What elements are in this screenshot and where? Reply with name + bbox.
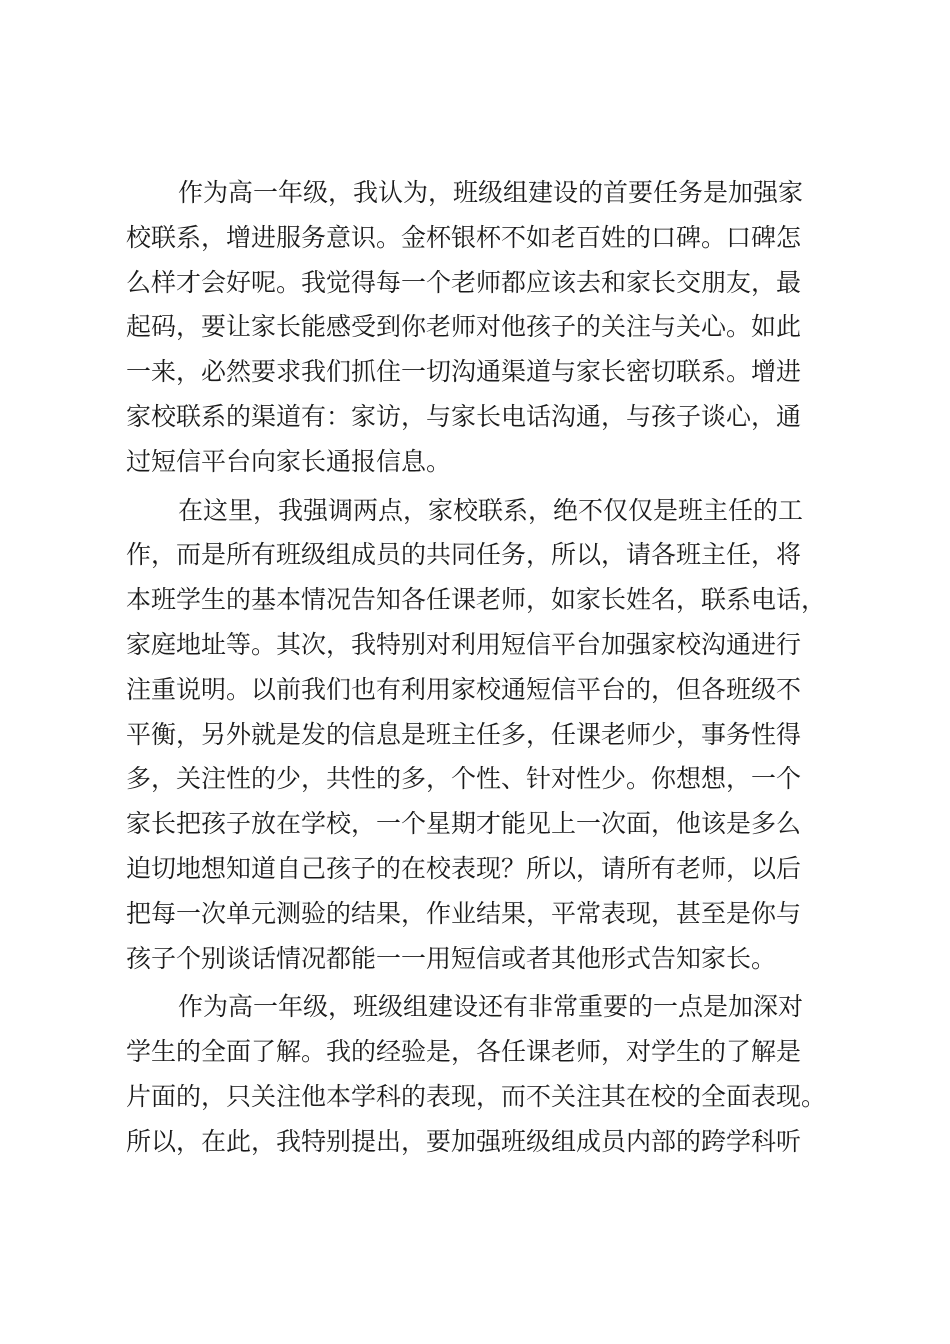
paragraph-line: 把每一次单元测验的结果，作业结果，平常表现，甚至是你与 [126, 898, 802, 928]
paragraph-line: 校联系，增进服务意识。金杯银杯不如老百姓的口碑。口碑怎 [126, 222, 802, 252]
paragraph-line: 家长把孩子放在学校，一个星期才能见上一次面，他该是多么 [126, 809, 802, 839]
paragraph-line: 孩子个别谈话情况都能一一用短信或者其他形式告知家长。 [126, 943, 777, 973]
paragraph-line: 家校联系的渠道有：家访，与家长电话沟通，与孩子谈心，通 [126, 401, 802, 431]
paragraph-2 [126, 489, 838, 982]
paragraph-line: 起码，要让家长能感受到你老师对他孩子的关注与关心。如此 [126, 312, 802, 342]
paragraph-line: 平衡，另外就是发的信息是班主任多，任课老师少，事务性得 [126, 719, 802, 749]
paragraph-line: 片面的，只关注他本学科的表现，而不关注其在校的全面表现。 [126, 1081, 827, 1111]
paragraph-line: 学生的全面了解。我的经验是，各任课老师，对学生的了解是 [126, 1037, 802, 1067]
paragraph-line: 一来，必然要求我们抓住一切沟通渠道与家长密切联系。增进 [126, 357, 802, 387]
paragraph-line: 本班学生的基本情况告知各任课老师，如家长姓名，联系电话， [126, 585, 827, 615]
paragraph-3 [126, 985, 838, 1164]
paragraph-line: 多，关注性的少，共性的多，个性、针对性少。你想想，一个 [126, 764, 802, 794]
paragraph-line: 作为高一年级，我认为，班级组建设的首要任务是加强家 [178, 178, 804, 207]
paragraph-line: 么样才会好呢。我觉得每一个老师都应该去和家长交朋友，最 [126, 267, 802, 297]
paragraph-line: 作为高一年级，班级组建设还有非常重要的一点是加深对 [178, 992, 804, 1022]
paragraph-line: 所以，在此，我特别提出，要加强班级组成员内部的跨学科听 [126, 1126, 802, 1156]
document-body [126, 171, 838, 1165]
paragraph-line: 作，而是所有班级组成员的共同任务，所以，请各班主任，将 [126, 540, 802, 570]
paragraph-line: 迫切地想知道自己孩子的在校表现？所以，请所有老师，以后 [126, 853, 802, 883]
paragraph-line: 注重说明。以前我们也有利用家校通短信平台的，但各班级不 [126, 674, 802, 704]
paragraph-line: 在这里，我强调两点，家校联系，绝不仅仅是班主任的工 [178, 495, 804, 525]
paragraph-line: 家庭地址等。其次，我特别对利用短信平台加强家校沟通进行 [126, 629, 802, 659]
paragraph-line: 过短信平台向家长通报信息。 [126, 446, 452, 476]
paragraph-1 [126, 171, 838, 485]
